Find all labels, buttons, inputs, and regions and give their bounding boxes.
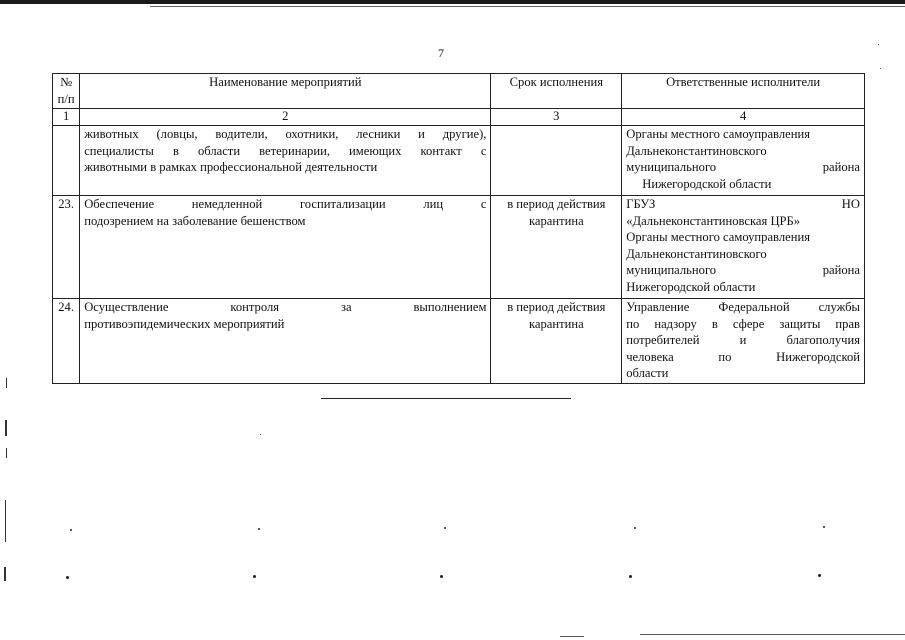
scan-dot [823, 526, 825, 528]
scan-dot [444, 527, 446, 529]
row-resp-line: Дальнеконстантиновского [626, 143, 767, 158]
top-scan-rule-thin [150, 6, 905, 7]
resp-word: района [822, 160, 860, 174]
scan-dot [70, 529, 72, 531]
index-cell: 1 [53, 109, 80, 126]
row-responsible [622, 126, 865, 196]
row-resp-line-split [626, 262, 860, 279]
scan-dot [258, 528, 260, 530]
row-resp-line: по надзору в сфере защиты прав [626, 316, 860, 331]
row-name [80, 126, 491, 196]
row-term-line: в период действия [507, 197, 606, 211]
row-term-line: в период действия [507, 300, 606, 314]
row-resp-line-split [626, 159, 860, 176]
scan-dot [634, 527, 636, 529]
index-cell: 3 [491, 109, 622, 126]
row-number: 24. [53, 299, 80, 384]
scan-mark-left [6, 378, 7, 388]
resp-word: муниципального [626, 263, 717, 277]
row-name-line: подозрением на заболевание бешенством [84, 213, 306, 228]
header-responsible: Ответственные исполнители [622, 74, 865, 109]
row-resp-line-split [626, 196, 860, 213]
scan-mark-left [5, 420, 7, 436]
row-resp-line: области [626, 366, 669, 380]
scan-dot [880, 68, 881, 69]
row-resp-line: Нижегородской области [626, 279, 756, 294]
table-row [53, 126, 865, 196]
scan-dot [629, 575, 632, 578]
index-cell: 2 [80, 109, 491, 126]
row-name-line: Осуществление контроля за выполнением [84, 300, 487, 314]
row-number: 23. [53, 196, 80, 299]
row-name [80, 196, 491, 299]
table-header-row [53, 74, 865, 109]
table-index-row [53, 109, 865, 126]
header-name: Наименование мероприятий [80, 74, 491, 109]
resp-word: НО [841, 197, 860, 211]
scan-dot [260, 434, 261, 435]
row-resp-line: Нижегородской области [642, 176, 772, 191]
scan-dot [440, 575, 443, 578]
row-term [491, 196, 622, 299]
row-name-line: противоэпидемических мероприятий [84, 316, 285, 331]
row-responsible [622, 299, 865, 384]
row-name-line: животных (ловцы, водители, охотники, лесники и другие), [84, 127, 487, 141]
end-of-table-rule [321, 398, 571, 399]
row-resp-line: Управление Федеральной службы [626, 300, 860, 314]
header-term: Срок исполнения [491, 74, 622, 109]
table-row [53, 196, 865, 299]
top-scan-rule [0, 0, 905, 4]
scan-dot [253, 575, 256, 578]
row-resp-line: Органы местного самоуправления [626, 230, 810, 244]
row-name-line: животными в рамках профессиональной деятельности [84, 160, 378, 174]
row-term [491, 126, 622, 196]
resp-word: ГБУЗ [626, 197, 656, 211]
bottom-scan-rule [640, 634, 905, 635]
header-num: № п/п [53, 74, 80, 109]
row-term [491, 299, 622, 384]
index-cell: 4 [622, 109, 865, 126]
page-number: 7 [438, 46, 444, 60]
row-term-line: карантина [528, 213, 584, 228]
table-row [53, 299, 865, 384]
row-resp-line: человека по Нижегородской [626, 349, 860, 364]
scan-dot [878, 44, 879, 45]
row-resp-line: «Дальнеконстантиновская ЦРБ» [626, 213, 801, 228]
row-term-line: карантина [528, 316, 584, 331]
resp-word: района [822, 263, 860, 277]
measures-table [52, 73, 865, 384]
row-resp-line: потребителей и благополучия [626, 333, 860, 347]
row-resp-line: Дальнеконстантиновского [626, 246, 767, 261]
row-responsible [622, 196, 865, 299]
scan-mark-left [4, 567, 6, 581]
scan-dot [818, 574, 821, 577]
row-name [80, 299, 491, 384]
resp-word: муниципального [626, 160, 717, 174]
scan-dot [66, 576, 69, 579]
row-name-line: Обеспечение немедленной госпитализации лиц с [84, 197, 487, 211]
scan-mark-left [6, 448, 7, 458]
row-name-line: специалисты в области ветеринарии, имеющих контакт с [84, 143, 487, 158]
row-resp-line: Органы местного самоуправления [626, 127, 810, 141]
bottom-scan-rule [560, 636, 584, 637]
row-number [53, 126, 80, 196]
scan-mark-left [5, 500, 6, 542]
